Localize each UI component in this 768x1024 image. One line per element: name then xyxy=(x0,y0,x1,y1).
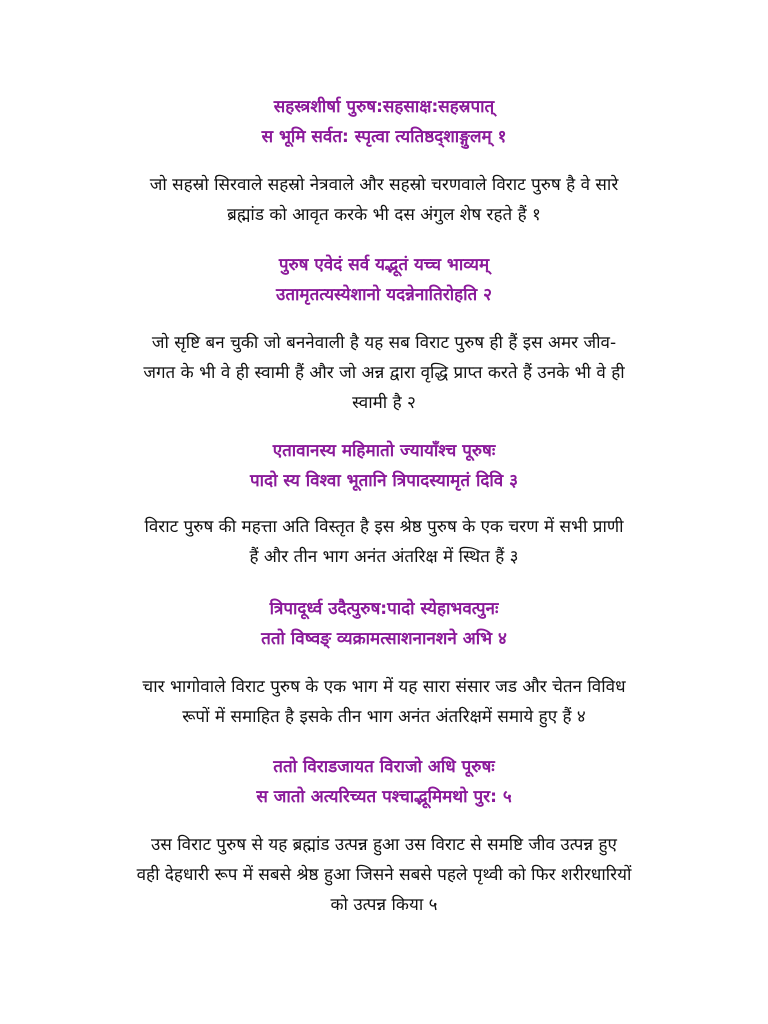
verse-line: त्रिपादूर्ध्व उदैत्पुरुष:पादो स्येहाभवत्पुनः xyxy=(269,599,499,619)
verse-line: सहस्त्रशीर्षा पुरुष:सहसाक्ष:सहस्रपात् xyxy=(273,97,495,117)
verse-2 xyxy=(0,250,768,310)
verse-3 xyxy=(0,436,768,496)
verse-line: पुरुष एवेदं सर्व यद्भूतं यच्च भाव्यम् xyxy=(278,255,490,275)
verse-1 xyxy=(0,92,768,152)
meaning-line: हैं और तीन भाग अनंत अंतरिक्ष में स्थित हैं ३ xyxy=(249,547,519,567)
meaning-line: वही देहधारी रूप में सबसे श्रेष्ठ हुआ जिसने सबसे पहले पृथ्वी को फिर शरीरधारियों xyxy=(136,865,632,885)
meaning-line: को उत्पन्न किया ५ xyxy=(330,895,438,915)
meaning-1 xyxy=(70,170,698,230)
verse-line: स जातो अत्यरिच्यत पश्चाद्भूमिमथो पुर: ५ xyxy=(256,787,512,807)
meaning-line: जो सहस्रो सिरवाले सहस्रो नेत्रवाले और सहस्रो चरणवाले विराट पुरुष है वे सारे xyxy=(149,175,619,195)
meaning-line: जो सृष्टि बन चुकी जो बननेवाली है यह सब विराट पुरुष ही हैं इस अमर जीव- xyxy=(151,333,617,353)
verse-line: ततो विष्वङ् व्यक्रामत्साशनानशने अभि ४ xyxy=(261,629,507,649)
verse-5 xyxy=(0,752,768,812)
meaning-5 xyxy=(70,830,698,920)
meaning-2 xyxy=(70,328,698,418)
meaning-line: उस विराट पुरुष से यह ब्रह्मांड उत्पन्न हुआ उस विराट से समष्टि जीव उत्पन्न हुए xyxy=(151,835,617,855)
meaning-line: चार भागोवाले विराट पुरुष के एक भाग में यह सारा संसार जड और चेतन विविध xyxy=(142,677,626,697)
meaning-3 xyxy=(70,512,698,572)
meaning-line: रूपों में समाहित है इसके तीन भाग अनंत अंतरिक्षमें समाये हुए हैं ४ xyxy=(182,707,586,727)
verse-line: स भूमि सर्वत: स्पृत्वा त्यतिष्ठद्शाङ्गुलम् १ xyxy=(261,127,507,147)
meaning-4 xyxy=(70,672,698,732)
meaning-line: ब्रह्मांड को आवृत करके भी दस अंगुल शेष रहते हैं १ xyxy=(227,205,541,225)
meaning-line: विराट पुरुष की महत्ता अति विस्तृत है इस श्रेष्ठ पुरुष के एक चरण में सभी प्राणी xyxy=(144,517,624,537)
verse-line: ततो विराडजायत विराजो अधि पूरुषः xyxy=(273,757,495,777)
verse-4 xyxy=(0,594,768,654)
meaning-line: स्वामी है २ xyxy=(352,393,416,413)
meaning-line: जगत के भी वे ही स्वामी हैं और जो अन्न द्वारा वृद्धि प्राप्त करते हैं उनके भी वे ही xyxy=(143,363,625,383)
verse-line: पादो स्य विश्वा भूतानि त्रिपादस्यामृतं दिवि ३ xyxy=(249,471,519,491)
verse-line: उतामृतत्यस्येशानो यदन्नेनातिरोहति २ xyxy=(276,285,492,305)
verse-line: एतावानस्य महिमातो ज्यायाँश्च पूरुषः xyxy=(272,441,496,461)
